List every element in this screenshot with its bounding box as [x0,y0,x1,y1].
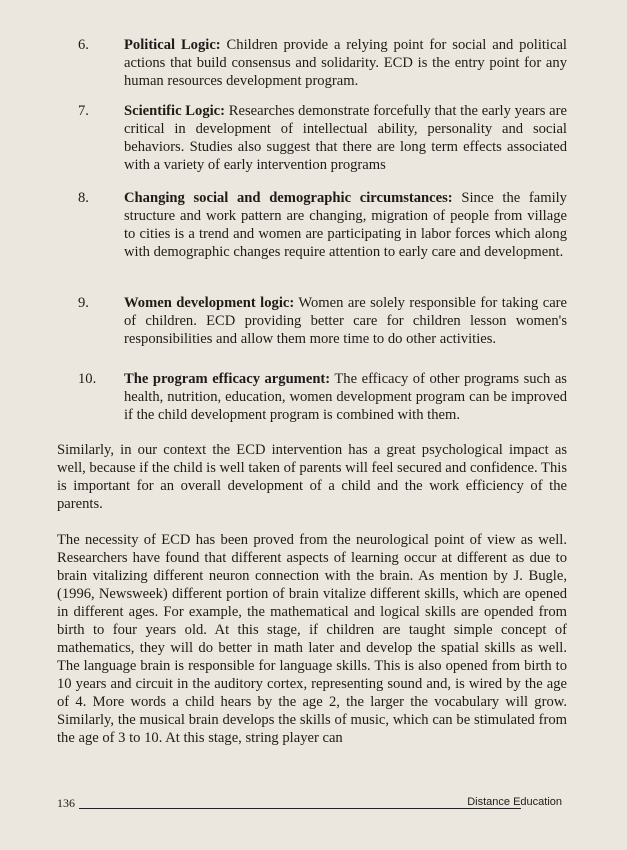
item-text [124,189,567,261]
page-number: 136 [57,796,75,810]
item-number: 8. [78,190,89,206]
item-heading: Scientific Logic: [124,103,226,119]
item-heading: Changing social and demographic circumstances: [124,190,453,206]
item-body: Women are solely responsible for taking care of children. ECD providing better care for children lesson women's responsibilities and allow them more time to do other activities. [124,295,568,347]
item-text [124,102,567,174]
item-heading: Political Logic: [124,37,221,53]
item-number: 7. [78,103,89,119]
item-heading: Women development logic: [124,295,295,311]
item-text [124,36,567,90]
item-text [124,294,567,348]
item-heading: The program efficacy argument: [124,371,331,387]
paragraph: The necessity of ECD has been proved from the neurological point of view as well. Researchers have found that different aspects of learning occur at different as due to brain vitalizing different neuron connection with the brain. As mention by J. Bugle, (1996, Newsweek) different portion of brain vitalize different skills, which are opened in different ages. For example, the mathematical and logical skills are opended from birth to four years old. At this stage, if children are taught simple concept of mathematics, they will do better in math later and develop the spatial skills as well. The language brain is responsible for language skills. This is also opened from birth to 10 years and circuit in the auditory cortex, representing sound and, is wired by the age of 4. More words a child hears by the age 2, the larger the vocabulary will grow. Similarly, the musical brain develops the skills of music, which can be stimulated from the age of 3 to 10. At this stage, string player can [57,532,567,746]
paragraph: Similarly, in our context the ECD intervention has a great psychological impact as well, because if the child is well taken of parents will feel secured and confidence. This is important for an overall development of a child and the work efficiency of the parents. [57,442,567,512]
item-body: Researches demonstrate forcefully that the early years are critical in development of intellectual ability, personality and social behaviors. Studies also suggest that there are long term effects associated with a variety of early intervention programs [124,103,568,173]
item-number: 10. [78,371,97,387]
footer-rule [79,808,521,809]
item-body: The efficacy of other programs such as health, nutrition, education, women development program can be improved if the child development program is combined with them. [124,371,567,423]
item-body: Since the family structure and work pattern are changing, migration of people from village to cities is a trend and women are participating in labor forces which along with demographic changes require attention to early care and development. [124,190,567,260]
item-number: 6. [78,37,89,53]
page-footer [57,796,562,812]
item-text [124,370,567,424]
item-body: Children provide a relying point for social and political actions that build consensus and solidarity. ECD is the entry point for any human resources development program. [124,37,567,89]
item-number: 9. [78,295,89,311]
footer-title: Distance Education [467,796,562,808]
